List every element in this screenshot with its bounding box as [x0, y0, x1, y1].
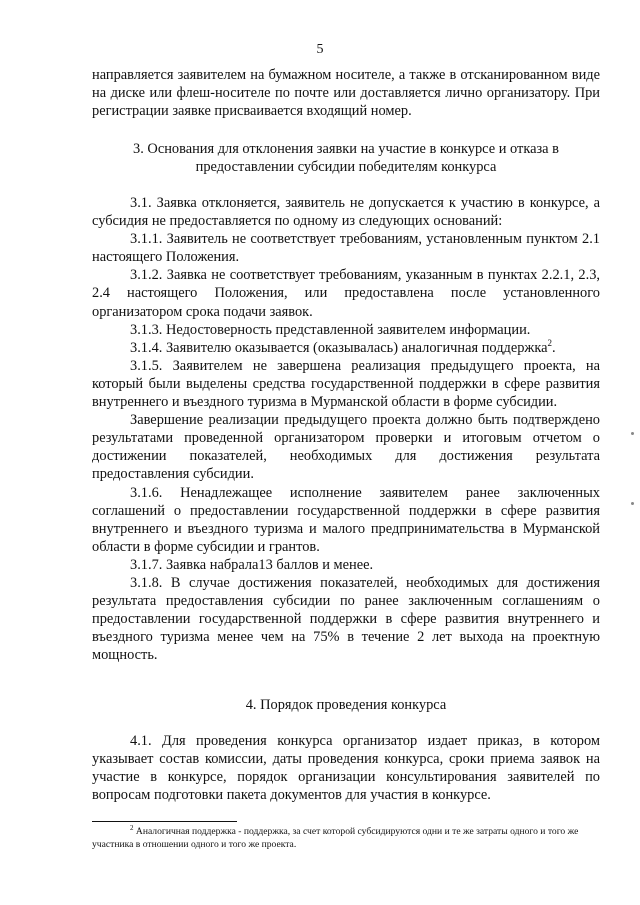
section-3-heading: 3. Основания для отклонения заявки на участие в конкурсе и отказа в предоставлении субсидии победителям конкурса [133, 141, 559, 176]
clause-3-1-7: 3.1.7. Заявка набрала13 баллов и менее. [130, 556, 374, 573]
clause-3-1-8: 3.1.8. В случае достижения показателей, необходимых для достижения результата предоставления субсидии по ранее заключенным соглашениям о предоставлении государственной поддержки в сфере развития внутреннего и въездного туризма менее чем на 75% в течение 2 лет выхода на проектную мощность. [92, 574, 600, 664]
footnote-reference: 2 [547, 337, 553, 348]
intro-paragraph-block [92, 66, 600, 120]
clause-3-1-4-text: 3.1.4. Заявителю оказывается (оказывалась) аналогичная поддержка [130, 339, 548, 356]
section-3-body [92, 194, 600, 664]
footnote-mark: 2 [130, 823, 134, 832]
footnote-separator [92, 821, 237, 822]
clause-3-1-5-continued: Завершение реализации предыдущего проекта должно быть подтверждено результатами проведенной организатором проверки и итоговым отчетом о достижении показателей, необходимых для достижения результата предоставления субсидии. [92, 412, 600, 483]
section-3 [92, 140, 600, 176]
section-4-body [92, 732, 600, 804]
section-4 [92, 696, 600, 714]
footnote [92, 823, 600, 851]
clause-4-1: 4.1. Для проведения конкурса организатор издает приказ, в котором указывает состав комиссии, даты проведения конкурса, сроки приема заявок на участие в конкурсе, порядок организации консультирования заявителей по вопросам подготовки пакета документов для участия в конкурсе. [92, 733, 600, 804]
clause-3-1-6: 3.1.6. Ненадлежащее исполнение заявителем ранее заключенных соглашений о предоставлении государственной поддержки в сфере развития внутреннего и въездного туризма и малого предпринимательства в Мурманской области в форме субсидии и грантов. [92, 484, 600, 555]
clause-3-1: 3.1. Заявка отклоняется, заявитель не допускается к участию в конкурсе, а субсидия не предоставляется по одному из следующих оснований: [92, 195, 600, 230]
section-4-heading: 4. Порядок проведения конкурса [245, 697, 447, 713]
clause-3-1-4-end: . [552, 339, 556, 356]
clause-3-1-3: 3.1.3. Недостоверность представленной заявителем информации. [130, 321, 531, 338]
page-number: 5 [316, 42, 324, 57]
scan-speck [631, 502, 634, 505]
clause-3-1-5: 3.1.5. Заявителем не завершена реализация предыдущего проекта, на который были выделены средства государственной поддержки в сфере развития внутреннего и въездного туризма в Мурманской области в форме субсидии. [92, 357, 600, 411]
intro-paragraph: направляется заявителем на бумажном носителе, а также в отсканированном виде на диске или флеш-носителе по почте или доставляется лично организатору. При регистрации заявке присваивается входящий номер. [92, 67, 600, 120]
scan-speck [631, 432, 634, 435]
clause-3-1-4 [92, 339, 600, 357]
footnote-text: Аналогичная поддержка - поддержка, за счет которой субсидируются одни и те же затраты одного и того же участника в отношении одного и того же проекта. [92, 826, 579, 850]
clause-3-1-1: 3.1.1. Заявитель не соответствует требованиям, установленным пунктом 2.1 настоящего Положения. [92, 231, 600, 266]
clause-3-1-2: 3.1.2. Заявка не соответствует требованиям, указанным в пунктах 2.2.1, 2.3, 2.4 настоящего Положения, или предоставлена после установленного организатором срока подачи заявок. [92, 267, 600, 320]
